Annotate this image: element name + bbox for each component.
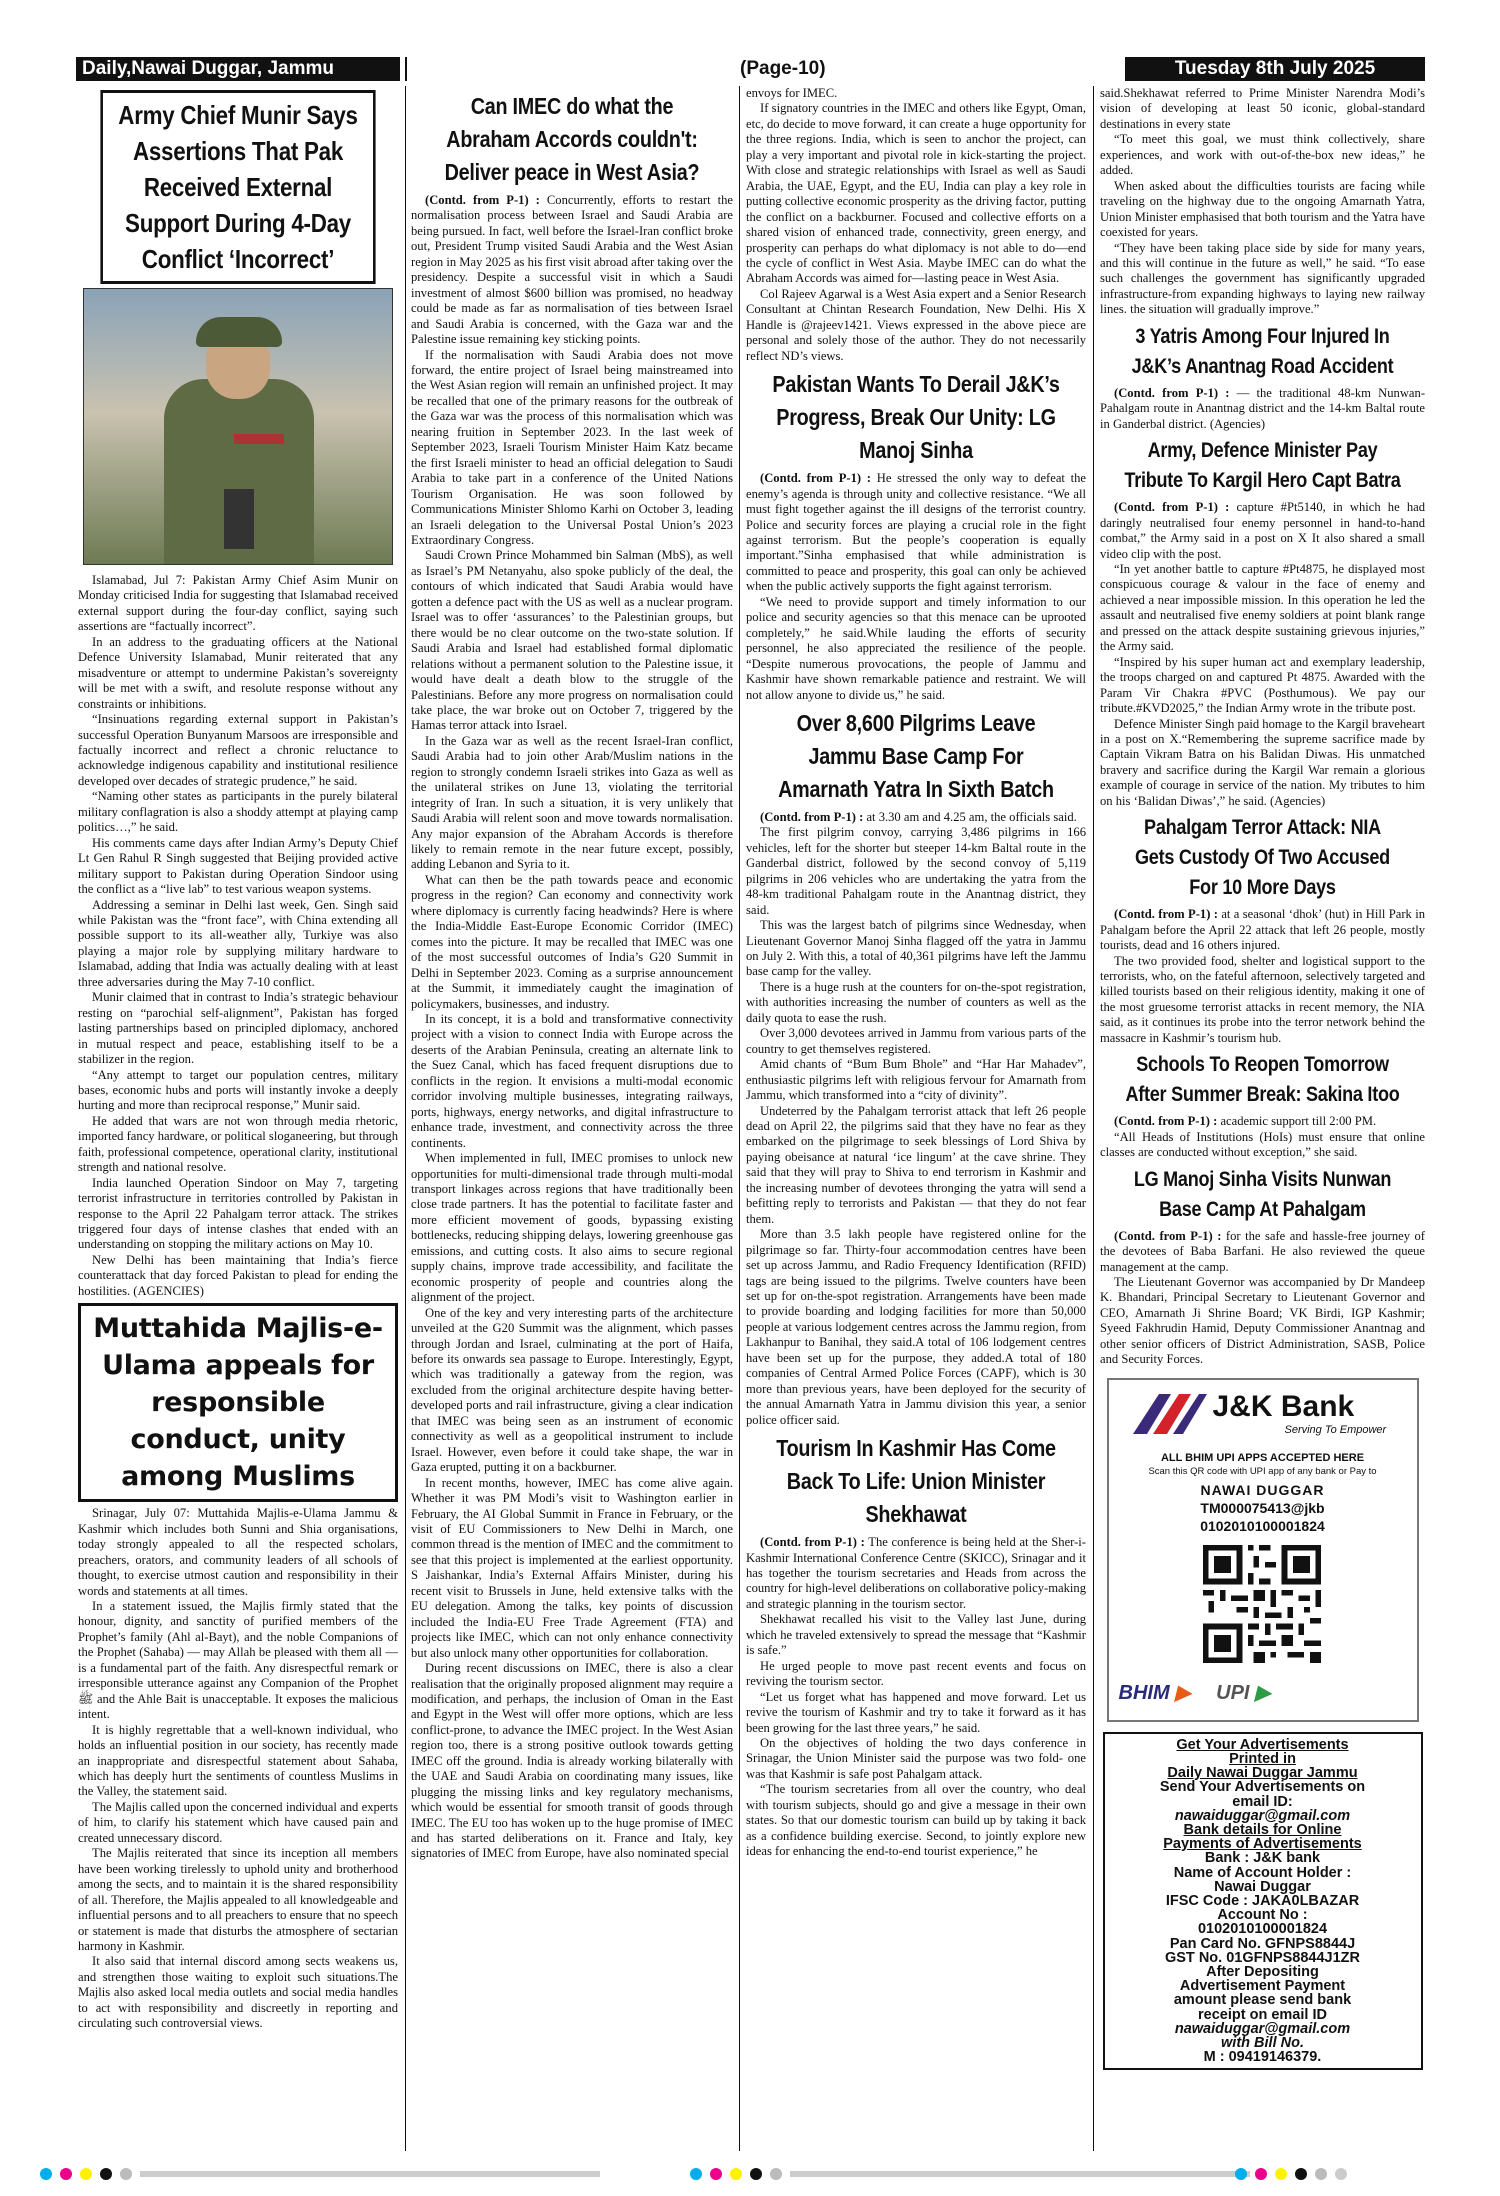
contd-label: (Contd. from P-1) : [425, 193, 540, 207]
page-number: (Page-10) [740, 58, 826, 79]
article-majlis-body [78, 1506, 398, 2031]
headline-nia-custody: Pahalgam Terror Attack: NIA Gets Custody Of Two Accused For 10 More Days [1135, 816, 1390, 900]
paragraph: The two provided food, shelter and logistical support to the terrorists, who, on the fateful afternoon, selectively targeted and killed tourists based on their religious identity, making it one of the most gruesome terrorist attacks in recent memory, the NIA said, as it continues its probe into the terror network behind the massacre in Kashmir’s tourism hub. [1100, 953, 1425, 1045]
contd-label: (Contd. from P-1) : [760, 1535, 865, 1550]
registration-marks-left [40, 2165, 604, 2179]
headline-sinha-nunwan: LG Manoj Sinha Visits Nunwan Base Camp At Pahalgam [1133, 1167, 1392, 1221]
headline-pilgrims: Over 8,600 Pilgrims Leave Jammu Base Camp For Amarnath Yatra In Sixth Batch [778, 709, 1054, 802]
grey-strip-icon [140, 2171, 600, 2177]
article-schools-body [1100, 1114, 1425, 1160]
qr-code-icon [1203, 1545, 1321, 1663]
paragraph: Srinagar, July 07: Muttahida Majlis-e-Ulama Jammu & Kashmir which includes both Sunni and Shia organisations, today strongly appealed to all the respected scholars, preachers, orators, and community leaders of all schools of thought, to exercise utmost caution and responsibility in their words and statements at all times. [78, 1506, 398, 1598]
paragraph: “Naming other states as participants in the purely bilateral military conflagration is also a shoddy attempt at playing camp politics…,” he said. [78, 789, 398, 835]
grey-mark-icon [1315, 2168, 1327, 2180]
paragraph: During recent discussions on IMEC, there is also a clear realisation that the originally proposed alignment may require a modification, and perhaps, the inclusion of Oman in the East and Egypt in the West will offer more options, which are less conflict-prone, to advance the IMEC project. In the West Asian region too, there is a strong positive outlook towards getting IMEC off the ground. India is already working bilaterally with the UAE and Saudi Arabia on coordinating many issues, like plugging the missing links and key regulatory mechanisms, which would be essential for smooth transit of goods through IMEC. The EU too has woken up to the huge promise of IMEC and has started deliberations on it. France and Italy, key signatories of IMEC from Europe, have also nominated special [411, 1661, 733, 1861]
paragraph: “In yet another battle to capture #Pt4875, he displayed most conspicuous courage & valour in the face of enemy and achieved a near impossible mission. In this operation he led the assault and neutralised five enemy soldiers at point blank range and pressed on the attack despite sustaining grievous injuries,” the Army said. [1100, 561, 1425, 654]
paragraph: In its concept, it is a bold and transformative connectivity project with a vision to connect India with Europe across the deserts of the Arabian Peninsula, creating an alternate link to the Suez Canal, which has faced frequent disruptions due to conflicts in the region. It envisions a multi-modal economic corridor involving multiple businesses, integrating railways, ports, highways, energy networks, and digital infrastructure to enhance trade, investment, and connectivity across the three continents. [411, 1012, 733, 1150]
paragraph: He urged people to move past recent events and focus on reviving the tourism sector. [746, 1658, 1086, 1689]
paragraph: In recent months, however, IMEC has come alive again. Whether it was PM Modi’s visit to Washington earlier in February, the AI Global Summit in France in February, or the visit of EU Commissioners to New Delhi in March, one common thread is the mention of IMEC and the commitment to see that this project is implemented at the earliest opportunity. S Jaishankar, India’s External Affairs Minister, during his recent visit to Brussels in June, held extensive talks with the EU delegation. Among the talks, key points of discussion included the India-EU Free Trade Agreement (FTA) and projects like IMEC, which can not only enhance connectivity but also unlock many other opportunities for collaboration. [411, 1475, 733, 1660]
ad-line: 0102010100001824 [1197, 1921, 1328, 1938]
paragraph: He added that wars are not won through media rhetoric, imported fancy hardware, or political sloganeering, but through faith, professional competence, operational clarity, institutional strength and national resolve. [78, 1113, 398, 1175]
ad-line: GST No. 01GFNPS8844J1ZR [1164, 1949, 1360, 1966]
ad-line: Account No : [1217, 1907, 1308, 1924]
paragraph: His comments came days after Indian Army’s Deputy Chief Lt Gen Rahul R Singh suggested that Beijing provided active military support to Pakistan during Operation Sindoor using the conflict as a “live lab” to test various weapon systems. [78, 835, 398, 897]
paragraph: Over 3,000 devotees arrived in Jammu from various parts of the country to get themselves registered. [746, 1026, 1086, 1056]
paragraph: If signatory countries in the IMEC and others like Egypt, Oman, etc, do decide to move forward, it can create a huge opportunity for the three regions. India, which is seen to anchor the project, can play a very important and pivotal role in kick-starting the project. With close and strategic relationships with Israel as well as Saudi Arabia, the UAE, Egypt, and the EU, India can play a key role in putting collective economic prosperity as the driving factor, putting the conflict on a backburner. Focused and collective efforts on a shared vision of enhanced trade, connectivity, green energy, and prosperity can perhaps do what diplomacy is not able to do—end the cycle of conflict in West Asia. Maybe IMEC can do what the Abraham Accords was aimed for—lasting peace in West Asia. [746, 101, 1086, 286]
magenta-mark-icon [1255, 2168, 1267, 2180]
yellow-mark-icon [730, 2168, 742, 2180]
article-imec-continued [746, 86, 1086, 364]
yellow-mark-icon [1275, 2168, 1287, 2180]
paragraph: “Insinuations regarding external support in Pakistan’s successful Operation Bunyanum Marsoos are irresponsible and factually incorrect and reflect a chronic reluctance to acknowledge indigenous capability and institutional resilience developed over decades of strategic prudence,” he said. [78, 712, 398, 788]
paragraph: Addressing a seminar in Delhi last week, Gen. Singh said while Pakistan was the “front face”, with China extending all possible support to its all-weather ally, Turkiye was also playing a major role by supplying military hardware to Islamabad, adding that India was actually dealing with at least three adversaries during the May 7-10 conflict. [78, 897, 398, 989]
cyan-mark-icon [690, 2168, 702, 2180]
paragraph-text: He stressed the only way to defeat the enemy’s agenda is through unity and collective resistance. “We all must fight together against the ill designs of the terrorist country. Police and security forces are playing a crucial role in the fight against terrorism. But the people’s cooperation is equally important.”Sinha emphasised that while administration is committed to peace and prosperity, this goal can only be achieved when the public actively supports the fight against terrorism. [746, 471, 1087, 594]
upi-vpa: TM000075413@jkb [1200, 1499, 1325, 1516]
headline-schools-reopen: Schools To Reopen Tomorrow After Summer Break: Sakina Itoo [1125, 1053, 1400, 1107]
paragraph: When implemented in full, IMEC promises to unlock new opportunities for multi-dimensional trade through multi-modal transport linkages across regions that have traditionally been close trade partners. It has the potential to facilitate faster and more efficient movement of goods, bypassing existing bottlenecks, reducing shipping delays, lowering greenhouse gas emissions, and cutting costs. It also aims to secure regional supply chains, improve trade accessibility, and facilitate the economic prosperity of people and countries along the alignment of the project. [411, 1151, 733, 1305]
paragraph: The first pilgrim convoy, carrying 3,486 pilgrims in 166 vehicles, left for the shorter but steeper 14-km Baltal route in the Ganderbal district, followed by the second convoy of 5,119 pilgrims in 206 vehicles who are undertaking the yatra from the 48-km traditional Pahalgam route in the Anantnag district, they said. [746, 825, 1086, 917]
article-tourism-body [746, 1535, 1086, 1860]
paragraph: Undeterred by the Pahalgam terrorist attack that left 26 people dead on April 22, the pilgrims said that they have no fear as they embarked on the pilgrimage to seek blessings of Lord Shiva by paying obeisance at natural ‘ice lingum’ at the cave shrine. They said that they will pray to Shiva to end terrorism in Kashmir and the increasing number of devotees thronging the yatra will send a befitting reply to terrorists and Pakistan — that they do not fear them. [746, 1103, 1086, 1226]
photo-podium [224, 489, 254, 549]
bhim-upi-logos [1119, 1680, 1404, 1710]
paragraph: Defence Minister Singh paid homage to the Kargil braveheart in a post on X.“Remembering the supreme sacrifice made by Captain Vikram Batra on his Balidan Diwas. His unmatched bravery and sacrifice during the Kargil War remain a glorious example of courage in service of the nation. My tributes to him on his ‘Balidan Diwas’,” he said. (Agencies) [1100, 716, 1426, 808]
paragraph-text: capture #Pt5140, in which he had daringly neutralised four enemy personnel in hand-to-hand combat,” the Army said in a post on X It also shared a small video clip with the post. [1100, 500, 1426, 561]
paragraph: “Any attempt to target our population centres, military bases, economic hubs and ports will instantly invoke a deeply hurting and more than reciprocal response,” Munir said. [78, 1067, 398, 1113]
ad-email: nawaiduggar@gmail.com [1174, 2020, 1351, 2037]
bank-account-number: 0102010100001824 [1200, 1517, 1325, 1534]
photo-medals [234, 434, 284, 444]
ad-phone: M : 09419146379. [1203, 2049, 1322, 2066]
photo-cap [196, 317, 282, 347]
magenta-mark-icon [710, 2168, 722, 2180]
paragraph: Col Rajeev Agarwal is a West Asia expert and a Senior Research Consultant at Chintan Research Foundation, New Delhi. His X Handle is @rajeev1421. Views expressed in the above piece are personal and solely those of the author. They do not necessarily reflect ND’s views. [746, 286, 1086, 363]
article-imec-body [411, 193, 733, 1862]
headline-tourism: Tourism In Kashmir Has Come Back To Life: Union Minister Shekhawat [776, 1435, 1056, 1528]
ad-line: Pan Card No. GFNPS8844J [1169, 1935, 1356, 1952]
paragraph [1100, 1114, 1425, 1129]
ad-line: Bank details for Online [1183, 1821, 1342, 1838]
headline-yatris-accident: 3 Yatris Among Four Injured In J&K’s Anantnag Road Accident [1131, 324, 1394, 378]
paragraph: Amid chants of “Bum Bum Bhole” and “Har Har Mahadev”, enthusiastic pilgrims left with religious fervour for Amarnath from Jammu, which transformed into a “city of divinity”. [746, 1057, 1086, 1103]
paragraph: When asked about the difficulties tourists are facing while traveling on the highway due to the ongoing Amarnath Yatra, Union Minister emphasised that both tourism and the Yatra have coexisted for years. [1100, 178, 1425, 240]
paragraph-text: — the traditional 48-km Nunwan-Pahalgam route in Anantnag district and the 14-km Baltal route in Ganderbal district. (Agencies) [1100, 385, 1426, 431]
paragraph [411, 193, 733, 348]
bank-tagline: Serving To Empower [1284, 1423, 1387, 1436]
header-rule [405, 57, 407, 81]
paragraph: envoys for IMEC. [746, 86, 838, 100]
article-pilgrims-body [746, 810, 1086, 1428]
masthead-left: Daily,Nawai Duggar, Jammu [76, 57, 400, 81]
column-2 [411, 86, 733, 1862]
cyan-mark-icon [1235, 2168, 1247, 2180]
paragraph: Shekhawat recalled his visit to the Valley last June, during which he traveled extensively to spread the message that “Kashmir is safe.” [746, 1612, 1086, 1658]
issue-date: Tuesday 8th July 2025 [1125, 57, 1425, 81]
paragraph: “Let us forget what has happened and move forward. Let us revive the tourism of Kashmir and try to take it forward as it has been growing for the last three years,” he said. [746, 1689, 1086, 1735]
paragraph: Saudi Crown Prince Mohammed bin Salman (MbS), as well as Israel’s PM Netanyahu, also spoke publicly of the deal, the contours of which indicated that Saudi Arabia would have gotten a defence pact with the US as well as a nuclear program. Israel was to offer ‘assurances’ to the Palestinian groups, but there would be no clear outcome on the two-state solution. If Saudi Arabia and Israel had established formal diplomatic relations without a permanent solution to the Palestine issue, it would have dealt a death blow to the struggle of the Palestinians. Before any more progress on normalisation could take place, the war broke out on October 7, triggered by the Hamas terror attack into Israel. [411, 548, 733, 733]
contd-label: (Contd. from P-1) : [1114, 385, 1230, 400]
column-rule [405, 86, 406, 2151]
column-rule [739, 86, 740, 2151]
jk-bank-logo-icon [1129, 1388, 1209, 1440]
cyan-mark-icon [40, 2168, 52, 2180]
ad-email: nawaiduggar@gmail.com [1174, 1807, 1351, 1824]
paragraph: On the objectives of holding the two days conference in Srinagar, the Union Minister said the purpose was two fold- one was that Kashmir is safe post Pahalgam attack. [746, 1735, 1086, 1781]
yellow-mark-icon [80, 2168, 92, 2180]
headline-imec: Can IMEC do what the Abraham Accords couldn't: Deliver peace in West Asia? [444, 93, 700, 185]
black-mark-icon [1295, 2168, 1307, 2180]
column-4 [1100, 86, 1425, 2070]
ad-line: receipt on email ID [1198, 2006, 1327, 2023]
grey-strip-icon [790, 2171, 1250, 2177]
contd-label: (Contd. from P-1) : [1114, 907, 1218, 922]
paragraph [746, 471, 1086, 595]
paragraph [746, 810, 1086, 825]
paragraph: There is a huge rush at the counters for on-the-spot registration, with authorities increasing the number of counters as well as the daily quota to ease the rush. [746, 979, 1086, 1025]
paragraph: The Majlis reiterated that since its inception all members have been working tirelessly to uphold unity and brotherhood among the sects, and to maintain it is the shared responsibility of all. Therefore, the Majlis appealed to all knowledgeable and influential persons and to all preachers to ensure that no speech or statement is made that disturbs the atmosphere of sectarian harmony in Kashmir. [78, 1846, 398, 1953]
payee-name: NAWAI DUGGAR [1200, 1481, 1325, 1498]
paragraph: One of the key and very interesting parts of the architecture unveiled at the G20 Summit was the alignment, which passes through Jordan and Israel, culminating at the port of Haifa, before its onwards sea passage to Europe. Interestingly, Egypt, which was traditionally a gateway from the region, was excluded from the original architecture despite having better-developed ports and rail infrastructure, giving a clear indication that IMEC was being seen as an instrument of economic connectivity as well as a geopolitical instrument to include Israel. However, even before it could take shape, the war in Gaza erupted, putting it on a backburner. [411, 1305, 733, 1475]
black-mark-icon [100, 2168, 112, 2180]
ad-line: Get Your Advertisements [1176, 1736, 1349, 1753]
upi-logo: UPI [1216, 1681, 1250, 1704]
paragraph-text: for the safe and hassle-free journey of the devotees of Baba Barfani. He also reviewed the queue management at the camp. [1100, 1228, 1425, 1274]
column-3 [746, 86, 1086, 1860]
paragraph: New Delhi has been maintaining that India’s fierce counterattack that day forced Pakistan to plead for ending the hostilities. (AGENCIES) [78, 1252, 398, 1298]
divider-icon: ▶ [1175, 1681, 1191, 1704]
headline-sinha-unity: Pakistan Wants To Derail J&K’s Progress, Break Our Unity: LG Manoj Sinha [772, 371, 1060, 464]
paragraph [1100, 386, 1425, 432]
paragraph-text: The conference is being held at the Sher-i-Kashmir International Conference Centre (SKICC), Srinagar and it has together the tourism secretaries and Heads from across the country for high-level deliberations on collaborative policy-making and strategic planning in the tourism sector. [746, 1535, 1086, 1611]
bhim-logo: BHIM [1118, 1681, 1170, 1704]
contd-label: (Contd. from P-1) : [760, 809, 864, 824]
paragraph: “Inspired by his super human act and exemplary leadership, the troops charged on and captured Pt 4875. Awarded with the Param Vir Chakra #PVC (Posthumous). We pay our tribute.#KVD2025,” the Indian Army wrote in the tribute post. [1100, 654, 1425, 716]
ad-line: Daily Nawai Duggar Jammu [1167, 1765, 1358, 1782]
paragraph: What can then be the path towards peace and economic progress in the region? Can economy and connectivity work where diplomacy is currently facing headwinds? Here is where the India-Middle East-Europe Economic Corridor (IMEC) comes into the picture. It may be recalled that IMEC was one of the most successful outcomes of India’s G20 Summit in Delhi in September 2023. Coming as a surprise announcement at the Summit, it immediately caught the imagination of policymakers, businesses, and industry. [411, 872, 733, 1011]
headline-majlis: Muttahida Majlis-e-Ulama appeals for responsible conduct, unity among Muslims [78, 1303, 398, 1502]
paragraph: India launched Operation Sindoor on May 7, targeting terrorist infrastructure in territories controlled by Pakistan in response to the April 22 Pahalgam terror attack. The strikes triggered four days of intense clashes that ended with an understanding on stopping the military actions on May 10. [78, 1175, 398, 1252]
contd-label: (Contd. from P-1) : [1114, 1114, 1218, 1129]
bank-name: J&K Bank [1212, 1389, 1355, 1423]
paragraph: “We need to provide support and timely information to our police and security agencies so that this menace can be uprooted completely,” he said.While lauding the efforts of security personnel, he also appreciated the resilience of the people. “Despite numerous provocations, the people of Jammu and Kashmir have shown remarkable patience and restraint. We will not allow anyone to divide us,” he said. [746, 594, 1086, 702]
paragraph: “The tourism secretaries from all over the country, who deal with tourism subjects, should go and give a message in their own states. So that our domestic tourism can build up by taking it back as a confidence building exercise. Second, to jointly explore new ideas for enhancing the end-to-end tourist experience,” he [746, 1782, 1086, 1859]
scan-instruction: Scan this QR code with UPI app of any bank or Pay to [1148, 1465, 1377, 1477]
contd-label: (Contd. from P-1) : [760, 471, 872, 486]
paragraph: Munir claimed that in contrast to India’s strategic behaviour resting on “parochial self-alignment”, Pakistan has forged lasting partnerships based on principled diplomacy, anchored in mutual respect and peace, establishing itself to be a stabilizer in the region. [78, 990, 398, 1067]
army-chief-photo [83, 288, 393, 565]
paragraph [746, 1535, 1086, 1612]
paragraph-text: at 3.30 am and 4.25 am, the officials said. [866, 809, 1077, 824]
ad-line: Advertisement Payment [1179, 1978, 1346, 1995]
registration-marks-right [1235, 2165, 1351, 2179]
paragraph: If the normalisation with Saudi Arabia does not move forward, the entire project of Israel being mainstreamed into the West Asian region will remain an unfinished project. It may be recalled that one of the primary reasons for the outbreak of the Gaza war was the process of this normalisation which was nearing fruition in September 2023. In the last week of September 2023, Israeli Tourism Minister Haim Katz became the first Israeli minister to head an official delegation to Saudi Arabia to take part in a conference of the United Nations Tourism Organisation. He was soon followed by Communications Minister Shlomo Karhi on October 3, leading an Israeli delegation to the Universal Postal Union’s 2023 Extraordinary Congress. [411, 347, 733, 547]
grey-mark-icon [770, 2168, 782, 2180]
paragraph: “They have been taking place side by side for many years, and this will continue in the future as well,” he said. “To ease such challenges the government has significantly upgraded infrastructure-from expanding highways to laying new railway lines. the situation will gradually improve.” [1100, 240, 1425, 317]
paragraph: In a statement issued, the Majlis firmly stated that the honour, dignity, and sanctity of purified members of the Prophet’s family (Ahl al-Bayt), and the noble Companions of the Prophet (Sahaba) — may Allah be pleased with them all — is a fundamental part of the faith. Any disrespectful remark or irresponsible utterance against any Companion of the Prophet ﷺ and the Ahle Bait is unacceptable. It exposes the malicious intent. [78, 1599, 398, 1722]
article-munir-body [78, 573, 398, 1299]
paragraph: The Lieutenant Governor was accompanied by Dr Mandeep K. Bhandari, Principal Secretary to Lieutenant Governor and CEO, Amarnath Ji Shrine Board; VK Birdi, IGP Kashmir; Syeed Fakhrudin Hamid, Deputy Commissioner Anantnag and other senior officers of District Administration, SASB, Police and Security Forces. [1100, 1275, 1425, 1367]
ad-line: email ID: [1232, 1793, 1293, 1810]
magenta-mark-icon [60, 2168, 72, 2180]
ad-line: After Depositing [1206, 1963, 1319, 1980]
paragraph-text: academic support till 2:00 PM. [1220, 1114, 1377, 1129]
contd-label: (Contd. from P-1) : [1114, 500, 1230, 515]
ad-line: Printed in [1229, 1750, 1296, 1767]
paragraph: In the Gaza war as well as the recent Israel-Iran conflict, Saudi Arabia had to join other Arab/Muslim nations in the region to strongly condemn Israeli strikes into Gaza as well as the unilateral strikes on June 13, violating the territorial integrity of Iran. In such a situation, it is very unlikely that Saudi Arabia will relent soon and move towards normalisation. Any major expansion of the Abraham Accords is therefore likely to remain remote in the near future except, possibly, adding Lebanon and Syria to it. [411, 733, 733, 872]
article-tourism-continued [1100, 86, 1425, 318]
registration-marks-center [690, 2165, 1254, 2179]
paragraph: said.Shekhawat referred to Prime Minister Narendra Modi’s vision of developing at least 50 iconic, global-standard destinations in every state [1100, 86, 1425, 131]
headline-munir: Army Chief Munir Says Assertions That Pak Received External Support During 4-Day Conflict ‘Incorrect’ [100, 90, 375, 284]
paragraph-text: Concurrently, efforts to restart the normalisation process between Israel and Saudi Arabia are being pursued. In fact, well before the Israel-Iran conflict broke out, President Trump visited Saudi Arabia and the West Asian region in May 2025 as his first visit abroad after taking over the presidency. Despite a successful visit in which a Saudi investment of almost $600 billion was promised, no headway could be made as far as normalisation of ties between Israel and Saudi Arabia is concerned, with the Gaza war and the Palestine issue remaining key sticking points. [411, 193, 733, 347]
headline-kargil-tribute: Army, Defence Minister Pay Tribute To Kargil Hero Capt Batra [1124, 439, 1401, 493]
advertisement-info-box [1103, 1732, 1423, 2071]
paragraph: In an address to the graduating officers at the National Defence University Islamabad, Munir reiterated that any misadventure or attempt to undermine Pakistan’s sovereignty will be met with a swift, and resolute response without any constraints or inhibitions. [78, 634, 398, 711]
paragraph [1100, 907, 1425, 953]
paragraph: More than 3.5 lakh people have registered online for the pilgrimage so far. Thirty-four accommodation centres have been set up across Jammu, and Radio Frequency Identification (RFID) tags are being issued to the pilgrims. Twelve counters have been set up for on-the-spot registration. Arrangements have been made to provide boarding and lodging facilities for more than 50,000 people at various lodgement centres across the Jammu region, from Lakhanpur to Banihal, they said.A total of 106 lodgement centres have been set up for the purpose, they added.A total of 180 companies of Central Armed Police Forces (CAPF), which is 30 more than previous years, have been deployed for the security of the annual Amarnath Yatra in Jammu division this year, a senior police officer said. [746, 1227, 1086, 1427]
paragraph: This was the largest batch of pilgrims since Wednesday, when Lieutenant Governor Manoj Sinha flagged off the yatra in Jammu on July 2. With this, a total of 40,361 pilgrims have left the Jammu base camp for the valley. [746, 918, 1086, 979]
ad-line: Send Your Advertisements on [1159, 1779, 1366, 1796]
column-1 [78, 86, 398, 2032]
paragraph: “To meet this goal, we must think collectively, share experiences, and work with out-of-the-box new ideas,” he added. [1100, 132, 1425, 178]
ad-line: IFSC Code : JAKA0LBAZAR [1165, 1892, 1360, 1909]
upi-arrow-icon: ▶ [1255, 1681, 1271, 1704]
paragraph: Islamabad, Jul 7: Pakistan Army Chief Asim Munir on Monday criticised India for suggesting that Islamabad received external support during the four-day conflict, saying such assertions are “factually incorrect”. [78, 573, 398, 634]
paragraph [1100, 500, 1425, 562]
column-rule [1093, 86, 1094, 2151]
paragraph [1100, 1229, 1425, 1275]
article-kargil-body [1100, 500, 1425, 809]
grey-mark-icon [1335, 2168, 1347, 2180]
ad-line: Name of Account Holder : [1173, 1864, 1352, 1881]
paragraph: “All Heads of Institutions (HoIs) must ensure that online classes are conducted without exception,” she said. [1100, 1129, 1425, 1160]
paragraph-text: at a seasonal ‘dhok’ (hut) in Hill Park in Pahalgam before the April 22 attack that left 26 people, mostly tourists, dead and 16 others injured. [1100, 907, 1425, 953]
black-mark-icon [750, 2168, 762, 2180]
ad-line: amount please send bank [1173, 1992, 1352, 2009]
paragraph: It is highly regrettable that a well-known individual, who holds an influential position in our society, has recently made an inappropriate and disrespectful statement about Sahaba, which has deeply hurt the sentiments of countless Muslims in the Valley, the statement said. [78, 1722, 398, 1799]
paragraph: The Majlis called upon the concerned individual and experts of him, to clarify his statement which have caused pain and created unnecessary discord. [78, 1799, 398, 1845]
grey-mark-icon [120, 2168, 132, 2180]
article-sinha-unity-body [746, 471, 1086, 703]
upi-accepted-line: ALL BHIM UPI APPS ACCEPTED HERE [1160, 1451, 1365, 1464]
ad-line: with Bill No. [1221, 2035, 1304, 2051]
ad-line: Nawai Duggar [1214, 1878, 1311, 1895]
article-nunwan-body [1100, 1229, 1425, 1368]
jk-bank-advertisement [1107, 1378, 1419, 1722]
ad-line: Payments of Advertisements [1163, 1836, 1362, 1853]
contd-label: (Contd. from P-1) : [1114, 1228, 1222, 1243]
paragraph: It also said that internal discord among sects weakens us, and strengthen those waiting to exploit such situations.The Majlis also asked local media outlets and social media handles to act with responsibility and discreetly in reporting and circulating such controversial views. [78, 1954, 398, 2031]
article-nia-body [1100, 907, 1425, 1046]
ad-line: Bank : J&K bank [1204, 1850, 1321, 1867]
